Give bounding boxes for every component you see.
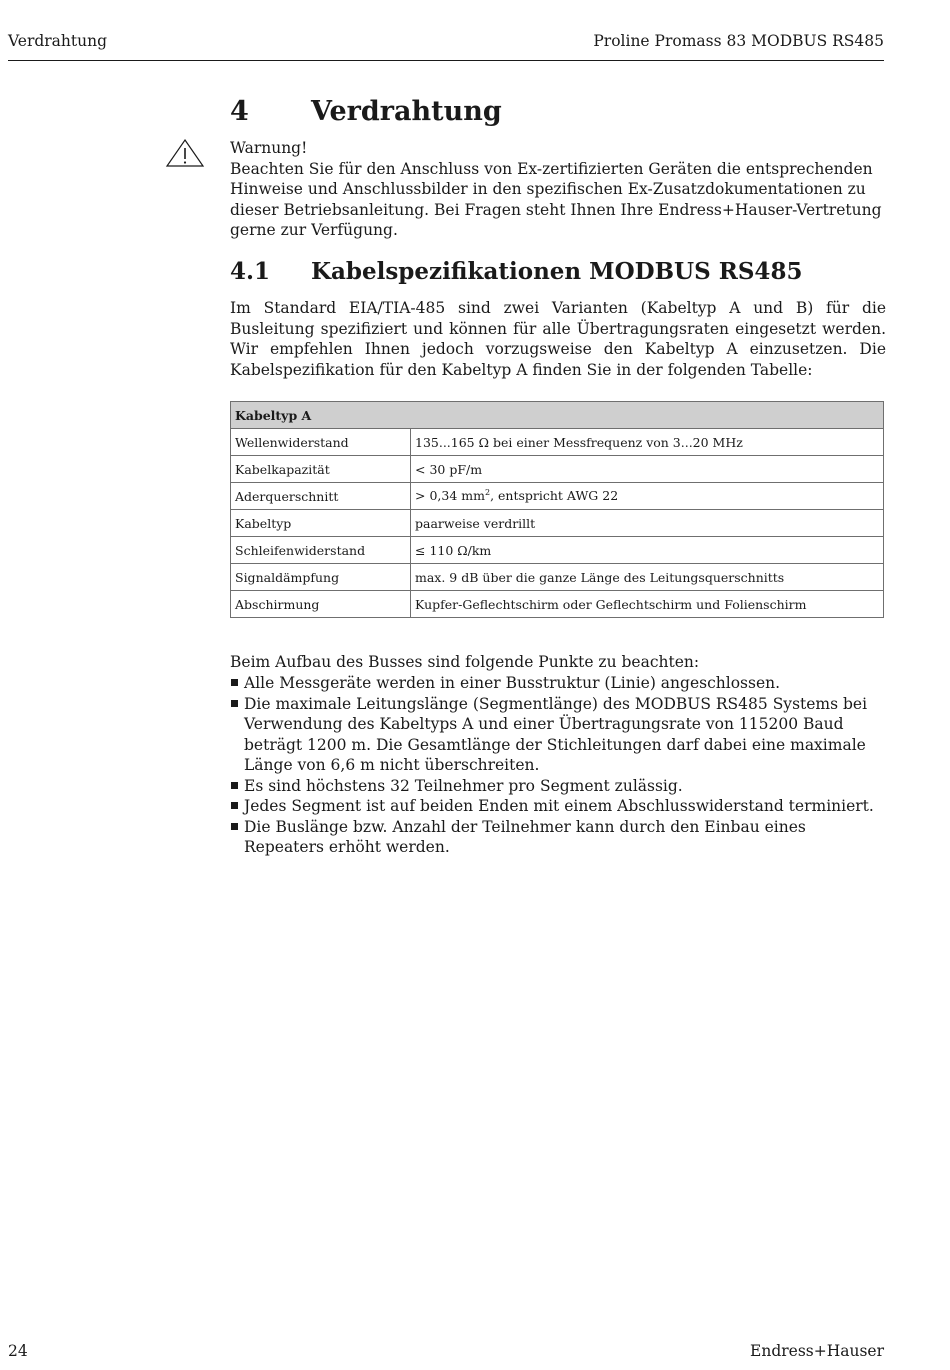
chapter-title: Verdrahtung — [311, 96, 502, 127]
spec-value-main: > 0,34 mm — [415, 488, 485, 504]
warning-triangle-icon — [165, 138, 205, 168]
table-row — [231, 483, 884, 510]
warning-text: Beachten Sie für den Anschluss von Ex-zertifizierten Geräten die entsprechenden Hinweise und Anschlussbilder in den spezifischen Ex-Zusatzdokumentationen zu dieser Betriebsanleitung. Bei Fragen steht Ihnen Ihre Endress+Hauser-Vertretung gerne zur Verfügung. — [230, 159, 882, 239]
list-item — [230, 776, 886, 797]
list-item-text: Die Buslänge bzw. Anzahl der Teilnehmer kann durch den Einbau eines Repeaters erhöht werden. — [244, 817, 806, 856]
running-header-product: Proline Promass 83 MODBUS RS485 — [593, 32, 884, 50]
table-row — [231, 429, 884, 456]
chapter-heading — [230, 96, 502, 127]
header-rule — [8, 60, 884, 61]
spec-value: 135...165 Ω bei einer Messfrequenz von 3...20 MHz — [411, 429, 884, 456]
list-item-text: Jedes Segment ist auf beiden Enden mit einem Abschlusswiderstand terminiert. — [244, 797, 874, 815]
page-number: 24 — [8, 1342, 28, 1360]
warning-label: Warnung! — [230, 139, 308, 157]
section-number: 4.1 — [230, 258, 271, 285]
table-row — [231, 510, 884, 537]
intro-paragraph: Im Standard EIA/TIA-485 sind zwei Varianten (Kabeltyp A und B) für die Busleitung spezifiziert und können für alle Übertragungsraten eingesetzt werden. Wir empfehlen Ihnen jedoch vorzugsweise den Kabeltyp A einzusetzen. Die Kabelspezifikation für den Kabeltyp A finden Sie in der folgenden Tabelle: — [230, 299, 886, 379]
table-header-row — [231, 402, 884, 429]
running-header-chapter: Verdrahtung — [8, 32, 108, 50]
spec-value: paarweise verdrillt — [411, 510, 884, 537]
list-item-text: Es sind höchstens 32 Teilnehmer pro Segment zulässig. — [244, 776, 683, 795]
list-item — [230, 817, 886, 858]
warning-note — [230, 138, 890, 241]
list-item — [230, 796, 886, 817]
spec-label: Kabelkapazität — [231, 456, 411, 483]
spec-label: Signaldämpfung — [231, 564, 411, 591]
table-header-cell: Kabeltyp A — [231, 402, 884, 429]
spec-value: max. 9 dB über die ganze Länge des Leitungsquerschnitts — [411, 564, 884, 591]
spec-value-suffix: , entspricht AWG 22 — [490, 488, 619, 504]
table-row — [231, 564, 884, 591]
section-title: Kabelspezifikationen MODBUS RS485 — [311, 258, 803, 285]
bullet-square-icon — [231, 823, 238, 830]
list-item — [230, 694, 886, 776]
spec-value-superscript: 2 — [484, 488, 491, 498]
list-item — [230, 673, 886, 694]
spec-value — [411, 483, 884, 510]
list-item-text: Alle Messgeräte werden in einer Busstruktur (Linie) angeschlossen. — [244, 674, 781, 692]
spec-label: Schleifenwiderstand — [231, 537, 411, 564]
bullet-square-icon — [231, 782, 238, 789]
chapter-number: 4 — [230, 96, 249, 127]
list-item-text: Die maximale Leitungslänge (Segmentlänge) des MODBUS RS485 Systems bei Verwendung des Kabeltyps A und einer Übertragungsrate von 115200 Baud beträgt 1200 m. Die Gesamtlänge der Stichleitungen darf dabei eine maximale Länge von 6,6 m nicht überschreiten. — [244, 694, 868, 774]
bullet-square-icon — [231, 679, 238, 686]
table-row — [231, 537, 884, 564]
spec-value: Kupfer-Geflechtschirm oder Geflechtschirm und Folienschirm — [411, 591, 884, 618]
section-heading — [230, 258, 802, 285]
table-row — [231, 591, 884, 618]
spec-label: Abschirmung — [231, 591, 411, 618]
list-intro: Beim Aufbau des Busses sind folgende Punkte zu beachten: — [230, 653, 700, 671]
bullet-list — [230, 673, 886, 858]
footer-brand: Endress+Hauser — [750, 1342, 884, 1360]
table-row — [231, 456, 884, 483]
cable-spec-table — [230, 401, 884, 618]
spec-value: < 30 pF/m — [411, 456, 884, 483]
spec-value: ≤ 110 Ω/km — [411, 537, 884, 564]
bullet-square-icon — [231, 700, 238, 707]
spec-label: Wellenwiderstand — [231, 429, 411, 456]
spec-label: Kabeltyp — [231, 510, 411, 537]
bullet-square-icon — [231, 802, 238, 809]
spec-label: Aderquerschnitt — [231, 483, 411, 510]
